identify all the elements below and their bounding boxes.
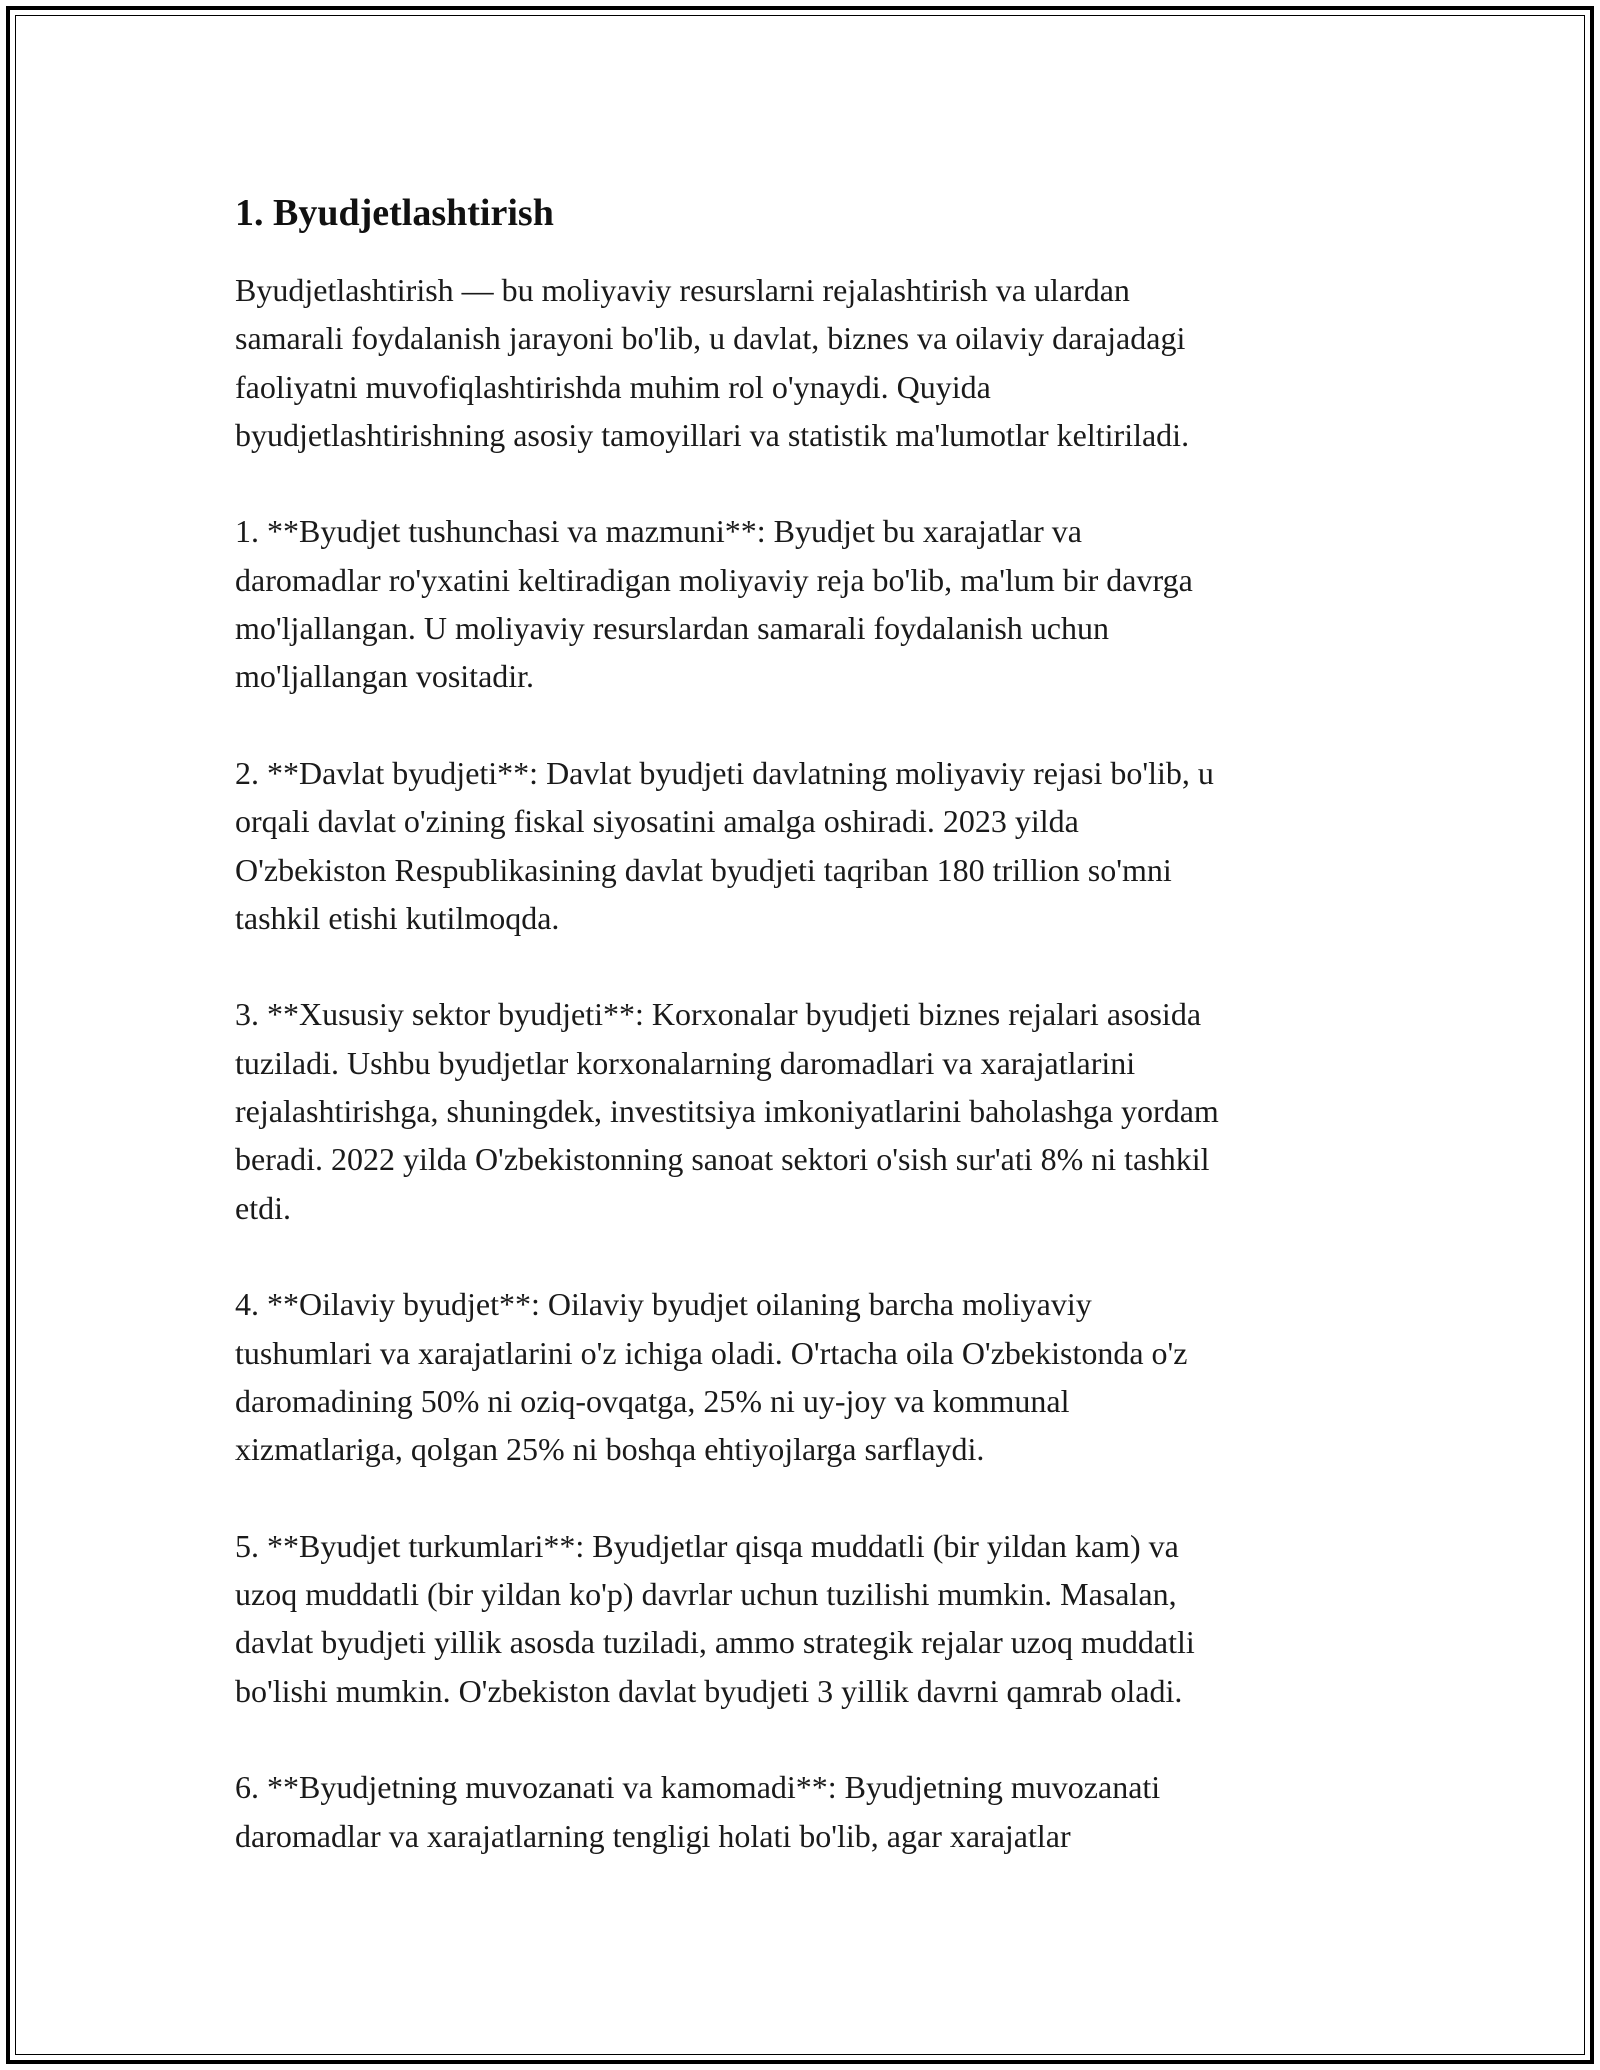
text-line: samarali foydalanish jarayoni bo'lib, u davlat, biznes va oilaviy darajadagi: [235, 320, 1186, 357]
list-item-budget-balance: [235, 1763, 1375, 1860]
text-line: daromadining 50% ni oziq-ovqatga, 25% ni uy-joy va kommunal: [235, 1382, 1070, 1419]
text-line: mo'ljallangan vositadir.: [235, 658, 535, 695]
text-line: davlat byudjeti yillik asosda tuziladi, ammo strategik rejalar uzoq muddatli: [235, 1624, 1195, 1661]
text-line: tushumlari va xarajatlarini o'z ichiga oladi. O'rtacha oila O'zbekistonda o'z: [235, 1334, 1188, 1371]
text-line: Byudjetlashtirish — bu moliyaviy resurslarni rejalashtirish va ulardan: [235, 272, 1130, 308]
text-line: faoliyatni muvofiqlashtirishda muhim rol o'ynaydi. Quyida: [235, 368, 991, 405]
text-line: bo'lishi mumkin. O'zbekiston davlat byudjeti 3 yillik davrni qamrab oladi.: [235, 1672, 1183, 1709]
document-body: [235, 188, 1375, 1908]
intro-paragraph: [235, 266, 1375, 459]
text-line: 6. **Byudjetning muvozanati va kamomadi**: Byudjetning muvozanati: [235, 1769, 1161, 1806]
text-line: rejalashtirishga, shuningdek, investitsiya imkoniyatlarini baholashga yordam: [235, 1093, 1219, 1130]
text-line: 5. **Byudjet turkumlari**: Byudjetlar qisqa muddatli (bir yildan kam) va: [235, 1527, 1179, 1564]
text-line: orqali davlat o'zining fiskal siyosatini amalga oshiradi. 2023 yilda: [235, 803, 1079, 840]
text-line: uzoq muddatli (bir yildan ko'p) davrlar uchun tuzilishi mumkin. Masalan,: [235, 1576, 1177, 1613]
list-item-budget-concept: [235, 507, 1375, 700]
text-line: 1. **Byudjet tushunchasi va mazmuni**: Byudjet bu xarajatlar va: [235, 513, 1082, 550]
text-line: O'zbekiston Respublikasining davlat byudjeti taqriban 180 trillion so'mni: [235, 851, 1172, 888]
text-line: 4. **Oilaviy byudjet**: Oilaviy byudjet oilaning barcha moliyaviy: [235, 1286, 1092, 1323]
text-line: 2. **Davlat byudjeti**: Davlat byudjeti davlatning moliyaviy rejasi bo'lib, u: [235, 754, 1214, 791]
text-line: daromadlar va xarajatlarning tengligi holati bo'lib, agar xarajatlar: [235, 1817, 1071, 1854]
text-line: etdi.: [235, 1189, 291, 1226]
text-line: 3. **Xususiy sektor byudjeti**: Korxonalar byudjeti biznes rejalari asosida: [235, 996, 1202, 1033]
text-line: byudjetlashtirishning asosiy tamoyillari va statistik ma'lumotlar keltiriladi.: [235, 416, 1190, 453]
list-item-private-sector-budget: [235, 990, 1375, 1231]
list-item-state-budget: [235, 749, 1375, 942]
list-item-budget-categories: [235, 1522, 1375, 1715]
text-line: mo'ljallangan. U moliyaviy resurslardan samarali foydalanish uchun: [235, 610, 1109, 647]
text-line: tuziladi. Ushbu byudjetlar korxonalarning daromadlari va xarajatlarini: [235, 1044, 1136, 1081]
text-line: beradi. 2022 yilda O'zbekistonning sanoat sektori o'sish sur'ati 8% ni tashkil: [235, 1141, 1210, 1178]
text-line: daromadlar ro'yxatini keltiradigan moliyaviy reja bo'lib, ma'lum bir davrga: [235, 561, 1193, 598]
list-item-family-budget: [235, 1280, 1375, 1473]
section-title: 1. Byudjetlashtirish: [235, 192, 554, 234]
text-line: xizmatlariga, qolgan 25% ni boshqa ehtiyojlarga sarflaydi.: [235, 1431, 985, 1468]
text-line: tashkil etishi kutilmoqda.: [235, 899, 560, 936]
